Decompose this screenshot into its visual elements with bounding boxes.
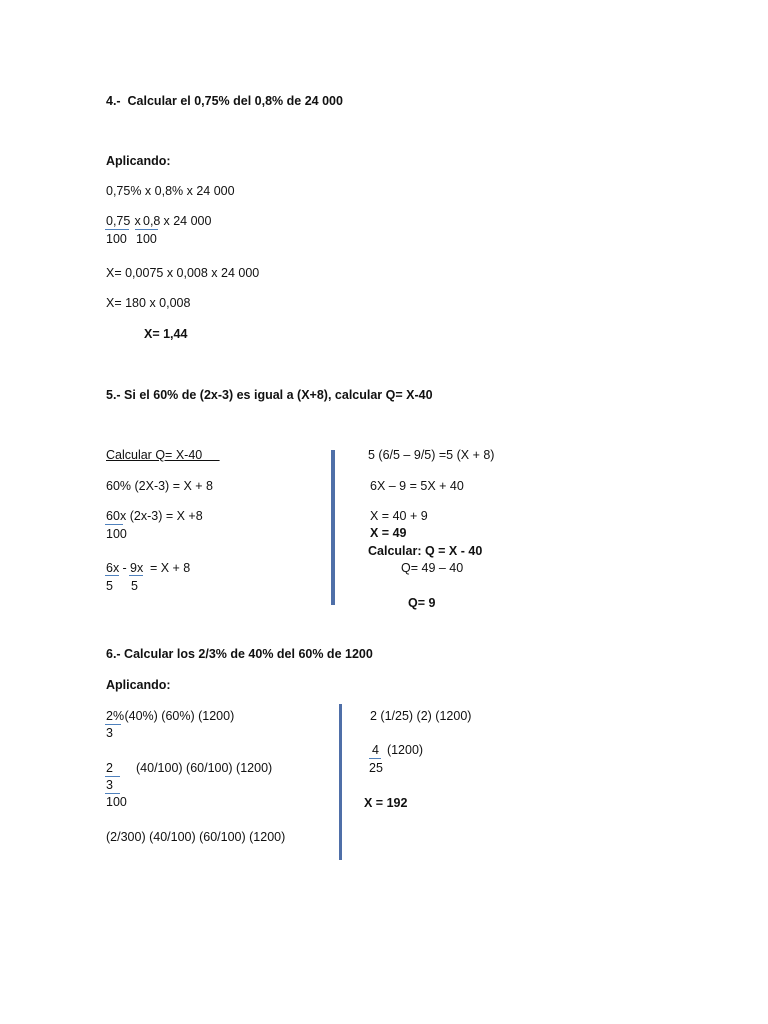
problem-6-right-line-1: 2 (1/25) (2) (1200) (370, 709, 472, 723)
problem-5-right-line-5: Calcular: Q = X - 40 (368, 544, 483, 558)
column-divider (339, 704, 342, 860)
fraction-bar (129, 575, 143, 576)
problem-6-result: X = 192 (364, 796, 408, 810)
fraction-bar (105, 524, 123, 525)
problem-5-left-numerator: 60 (106, 509, 120, 523)
problem-6-aplicando: Aplicando: (106, 678, 171, 692)
problem-5-right-line-2: 6X – 9 = 5X + 40 (370, 479, 464, 493)
problem-5-left-minus-sign: - (119, 561, 131, 575)
fraction-bar (135, 229, 158, 230)
problem-6-left-denominator-2: 3 (106, 778, 113, 792)
problem-4-times-sign: x (131, 214, 145, 228)
fraction-bar (369, 758, 381, 759)
problem-4-line-2-rest: x 24 000 (160, 214, 212, 228)
problem-4-result: X= 1,44 (144, 327, 188, 341)
problem-5-result: Q= 9 (408, 596, 436, 610)
problem-5-right-line-3: X = 40 + 9 (370, 509, 428, 523)
problem-5-left-heading: Calcular Q= X-40 (106, 448, 220, 462)
problem-6-right-numerator: 4 (372, 743, 379, 757)
problem-5-left-numerator-6x: 6x (106, 561, 120, 575)
problem-5-left-line-3-rest: = X + 8 (143, 561, 191, 575)
problem-5-left-numerator-9x: 9x (130, 561, 144, 575)
fraction-bar (105, 724, 121, 725)
problem-4-line-5: X= 180 x 0,008 (106, 296, 191, 310)
problem-6-right-line-2-rest: (1200) (380, 743, 424, 757)
problem-4-title: 4.- Calcular el 0,75% del 0,8% de 24 000 (106, 94, 343, 108)
problem-6-title: 6.- Calcular los 2/3% de 40% del 60% de 1200 (106, 647, 373, 661)
problem-6-left-line-1-rest: (40%) (60%) (1200) (121, 709, 235, 723)
fraction-bar (105, 793, 120, 794)
problem-4-fraction-denominator-2: 100 (136, 232, 157, 246)
column-divider (331, 450, 335, 605)
problem-6-left-line-3: (2/300) (40/100) (60/100) (1200) (106, 830, 286, 844)
problem-5-left-denominator-1: 5 (106, 579, 113, 593)
problem-5-left-denominator-2: 5 (131, 579, 138, 593)
problem-5-title: 5.- Si el 60% de (2x-3) es igual a (X+8), calcular Q= X-40 (106, 388, 433, 402)
fraction-bar (105, 575, 119, 576)
problem-5-left-line-1: 60% (2X-3) = X + 8 (106, 479, 214, 493)
problem-4-fraction-numerator-2: 0,8 (143, 214, 161, 228)
fraction-bar (105, 229, 129, 230)
problem-4-line-4: X= 0,0075 x 0,008 x 24 000 (106, 266, 260, 280)
problem-6-right-denominator: 25 (369, 761, 383, 775)
fraction-bar (105, 776, 120, 777)
problem-6-left-numerator-2: 2 (106, 761, 113, 775)
problem-5-left-denominator: 100 (106, 527, 127, 541)
problem-4-line-1: 0,75% x 0,8% x 24 000 (106, 184, 235, 198)
problem-6-left-denominator-3: 100 (106, 795, 127, 809)
problem-5-right-line-6: Q= 49 – 40 (401, 561, 464, 575)
problem-6-left-denominator-1: 3 (106, 726, 113, 740)
problem-5-left-line-2-rest: x (2x-3) = X +8 (120, 509, 203, 523)
problem-4-aplicando: Aplicando: (106, 154, 171, 168)
problem-5-right-line-1: 5 (6/5 – 9/5) =5 (X + 8) (368, 448, 495, 462)
problem-6-left-numerator-1: 2% (106, 709, 125, 723)
problem-6-left-line-2-rest: (40/100) (60/100) (1200) (136, 761, 273, 775)
problem-4-fraction-numerator-1: 0,75 (106, 214, 131, 228)
problem-5-right-line-4: X = 49 (370, 526, 407, 540)
problem-4-fraction-denominator-1: 100 (106, 232, 127, 246)
